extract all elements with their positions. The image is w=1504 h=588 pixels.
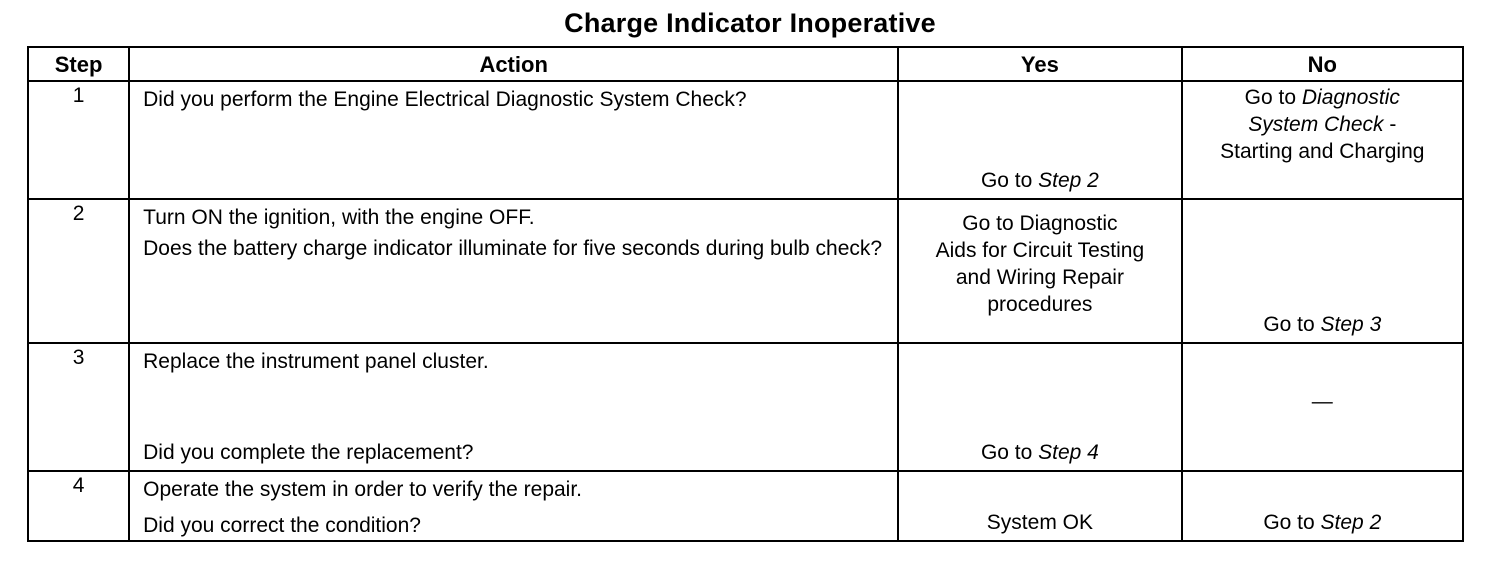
yes-result: Go to Diagnostic Aids for Circuit Testing and Wiring Repair procedures [935,212,1145,316]
no-result: Go to Step 2 [1263,511,1382,534]
header-yes: Yes [898,47,1181,81]
action-cell [129,81,898,199]
action-text: Did you correct the condition? [143,514,421,537]
header-step: Step [28,47,129,81]
step-number: 4 [28,471,129,541]
yes-result: Go to Step 2 [980,169,1099,192]
action-text: Did you perform the Engine Electrical Diagnostic System Check? [143,88,747,111]
no-cell [1182,81,1463,199]
doc-ref: System Check [1248,113,1384,136]
step-number: 3 [28,343,129,471]
table-header-row [28,47,1463,81]
table-row [28,81,1463,199]
header-no: No [1182,47,1463,81]
step-number: 1 [28,81,129,199]
table-row [28,199,1463,343]
action-cell [129,471,898,541]
step-ref: Step 2 [1320,511,1382,534]
no-result: Go to Diagnostic System Check - Starting and Charging [1220,86,1425,163]
yes-result: System OK [986,511,1093,534]
step-number: 2 [28,199,129,343]
step-ref: Step 4 [1038,441,1099,464]
action-cell [129,343,898,471]
table-row [28,343,1463,471]
no-cell [1182,343,1463,471]
step-ref: Step 2 [1038,169,1099,192]
action-text: Replace the instrument panel cluster. [143,350,489,373]
page-title: Charge Indicator Inoperative [564,8,936,38]
action-text: Did you complete the replacement? [143,441,474,464]
yes-cell [898,81,1181,199]
doc-ref: Diagnostic [1301,86,1400,109]
yes-cell [898,343,1181,471]
step-ref: Step 3 [1320,313,1382,336]
action-text: Operate the system in order to verify the repair. [143,478,583,501]
yes-cell [898,199,1181,343]
header-action: Action [129,47,898,81]
no-cell [1182,199,1463,343]
diagnostic-table [27,46,1464,542]
table-row [28,471,1463,541]
yes-cell [898,471,1181,541]
no-result: Go to Step 3 [1263,313,1382,336]
action-cell [129,199,898,343]
no-cell [1182,471,1463,541]
yes-result: Go to Step 4 [980,441,1099,464]
action-text: Does the battery charge indicator illuminate for five seconds during bulb check? [143,237,883,260]
no-result: — [1311,390,1333,413]
action-text: Turn ON the ignition, with the engine OFF. [143,206,535,229]
